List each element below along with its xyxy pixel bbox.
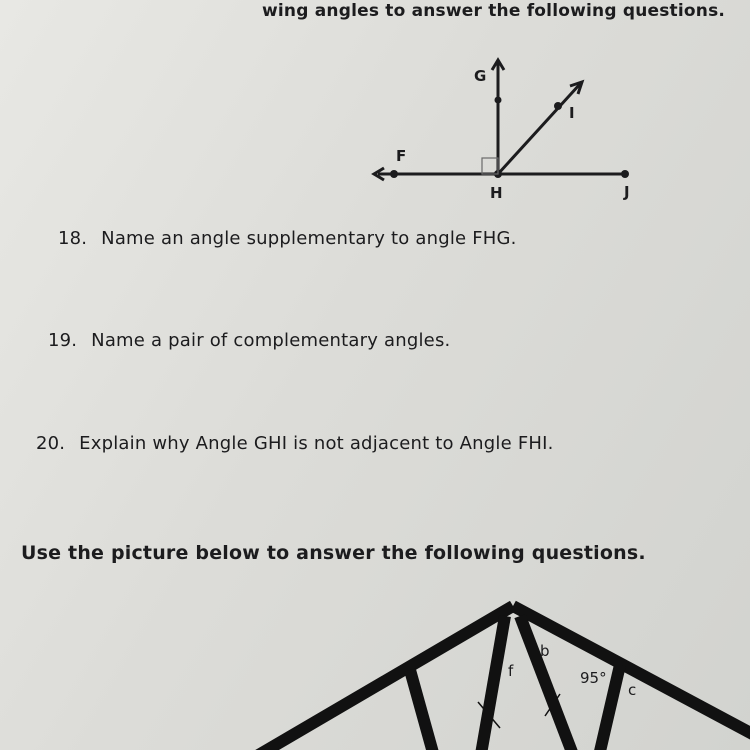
question-18-text: Name an angle supplementary to angle FHG. bbox=[101, 228, 517, 249]
label-f-angle: f bbox=[508, 662, 514, 680]
label-j: J bbox=[624, 183, 630, 201]
truss-left-post bbox=[410, 670, 435, 750]
truss-center-left-strut bbox=[480, 616, 505, 750]
label-b: b bbox=[540, 642, 550, 660]
label-h: H bbox=[490, 184, 503, 202]
question-19-number: 19. bbox=[48, 330, 78, 351]
question-19-text: Name a pair of complementary angles. bbox=[91, 330, 451, 351]
label-c: c bbox=[628, 681, 637, 699]
question-20-number: 20. bbox=[36, 433, 66, 454]
section-instruction: Use the picture below to answer the following questions. bbox=[21, 542, 646, 564]
truss-left-rafter bbox=[250, 606, 513, 750]
label-i: I bbox=[569, 104, 575, 122]
label-f: F bbox=[396, 147, 407, 165]
question-18-number: 18. bbox=[58, 228, 88, 249]
label-g: G bbox=[474, 67, 487, 85]
label-95: 95° bbox=[580, 669, 607, 687]
truss-right-rafter bbox=[513, 606, 750, 738]
top-instruction: wing angles to answer the following questions. bbox=[262, 1, 726, 21]
question-20-text: Explain why Angle GHI is not adjacent to Angle FHI. bbox=[79, 433, 554, 454]
